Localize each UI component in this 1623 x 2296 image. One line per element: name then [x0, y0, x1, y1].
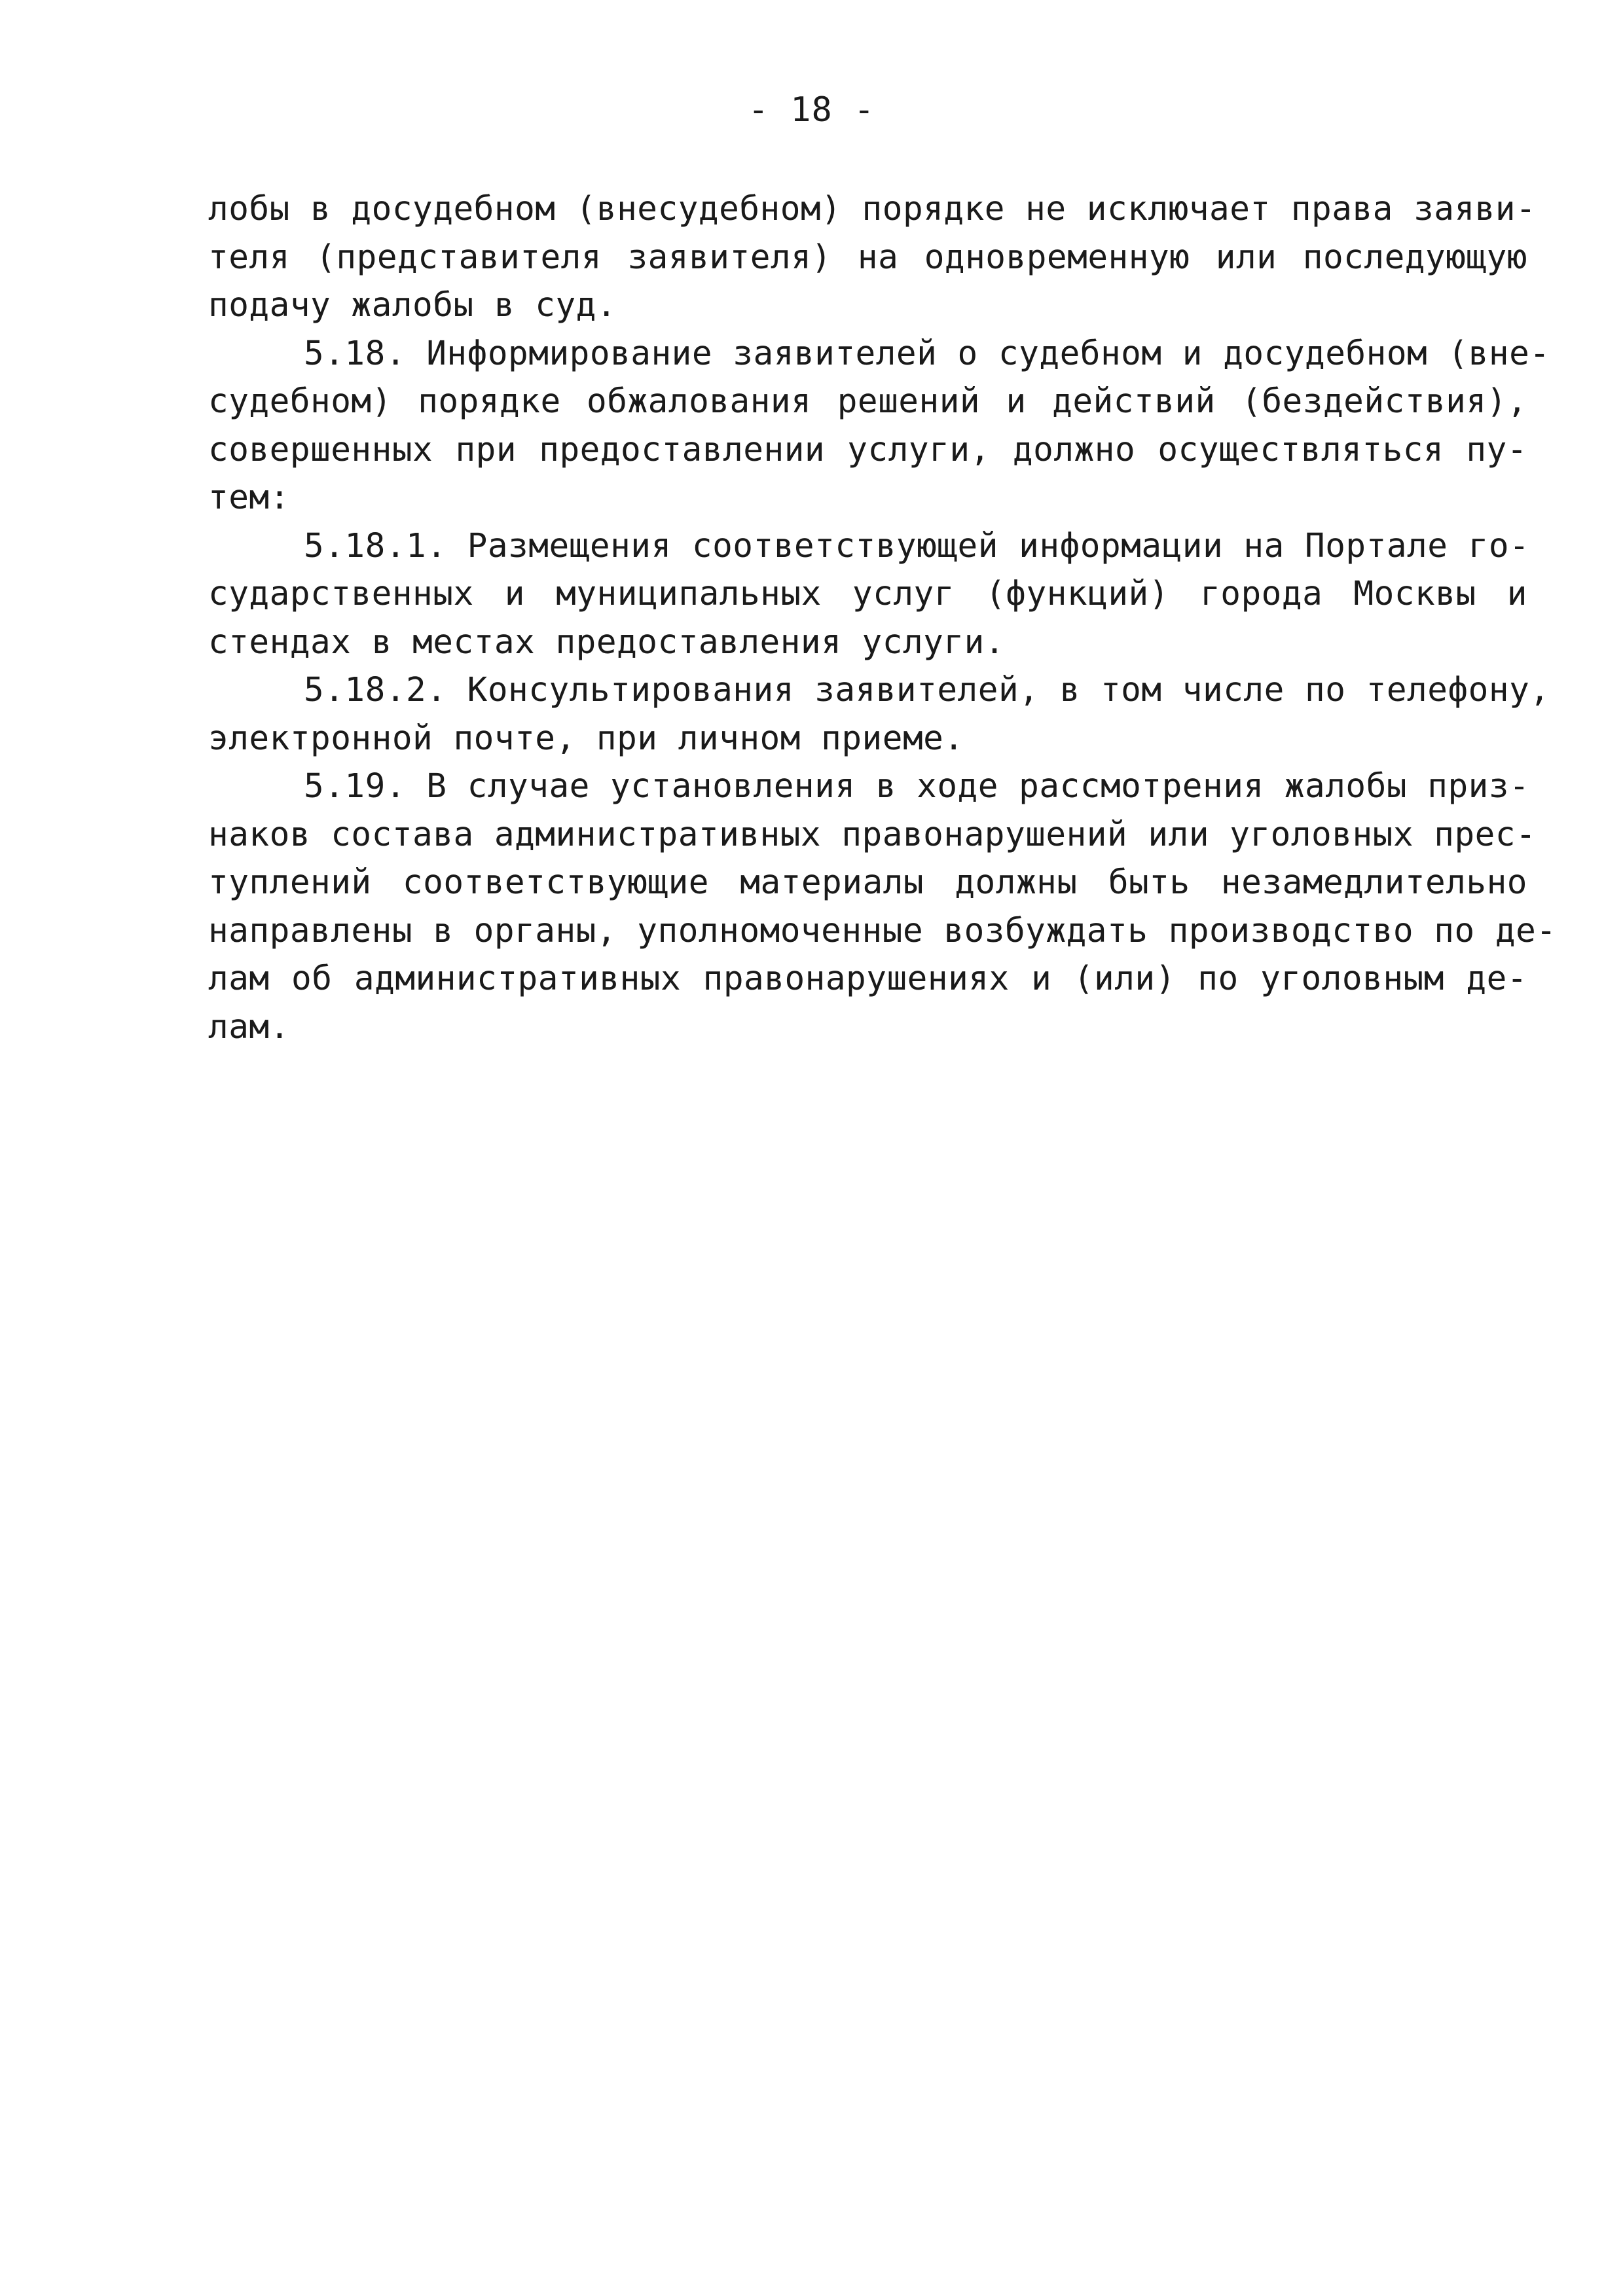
text-line: 5.18.2. Консультирования заявителей, в том числе по телефону, — [304, 671, 1550, 709]
text-line: направлены в органы, уполномоченные возбуждать производство по де- — [208, 911, 1557, 950]
text-line: совершенных при предоставлении услуги, должно осуществляться пу- — [208, 430, 1527, 469]
text-line: 5.18.1. Размещения соответствующей информации на Портале го- — [304, 526, 1530, 565]
paragraph-5-18-2 — [208, 666, 1550, 762]
text-line: теля (представителя заявителя) на одновременную или последующую — [208, 238, 1527, 277]
paragraph-5-19 — [208, 762, 1557, 1051]
text-line: лобы в досудебном (внесудебном) порядке не исключает права заяви- — [208, 190, 1537, 228]
text-line: стендах в местах предоставления услуги. — [208, 622, 1005, 662]
text-line: сударственных и муниципальных услуг (функций) города Москвы и — [208, 575, 1527, 613]
text-line: судебном) порядке обжалования решений и действий (бездействия), — [208, 382, 1527, 421]
page-number: - 18 - — [748, 90, 875, 130]
text-line: 5.19. В случае установления в ходе рассмотрения жалобы приз- — [304, 767, 1530, 806]
document-body — [208, 185, 1557, 1051]
text-line: тем: — [208, 478, 290, 517]
paragraph-5-18 — [208, 330, 1550, 522]
text-line: подачу жалобы в суд. — [208, 286, 617, 325]
text-line: лам об административных правонарушениях и (или) по уголовным де- — [208, 960, 1527, 998]
paragraph-continuation — [208, 185, 1537, 330]
text-line: наков состава административных правонарушений или уголовных прес- — [208, 815, 1537, 854]
paragraph-5-18-1 — [208, 522, 1530, 667]
text-line: 5.18. Информирование заявителей о судебном и досудебном (вне- — [304, 334, 1550, 373]
text-line: туплений соответствующие материалы должны быть незамедлительно — [208, 863, 1527, 902]
text-line: электронной почте, при личном приеме. — [208, 719, 964, 758]
text-line: лам. — [208, 1007, 290, 1047]
